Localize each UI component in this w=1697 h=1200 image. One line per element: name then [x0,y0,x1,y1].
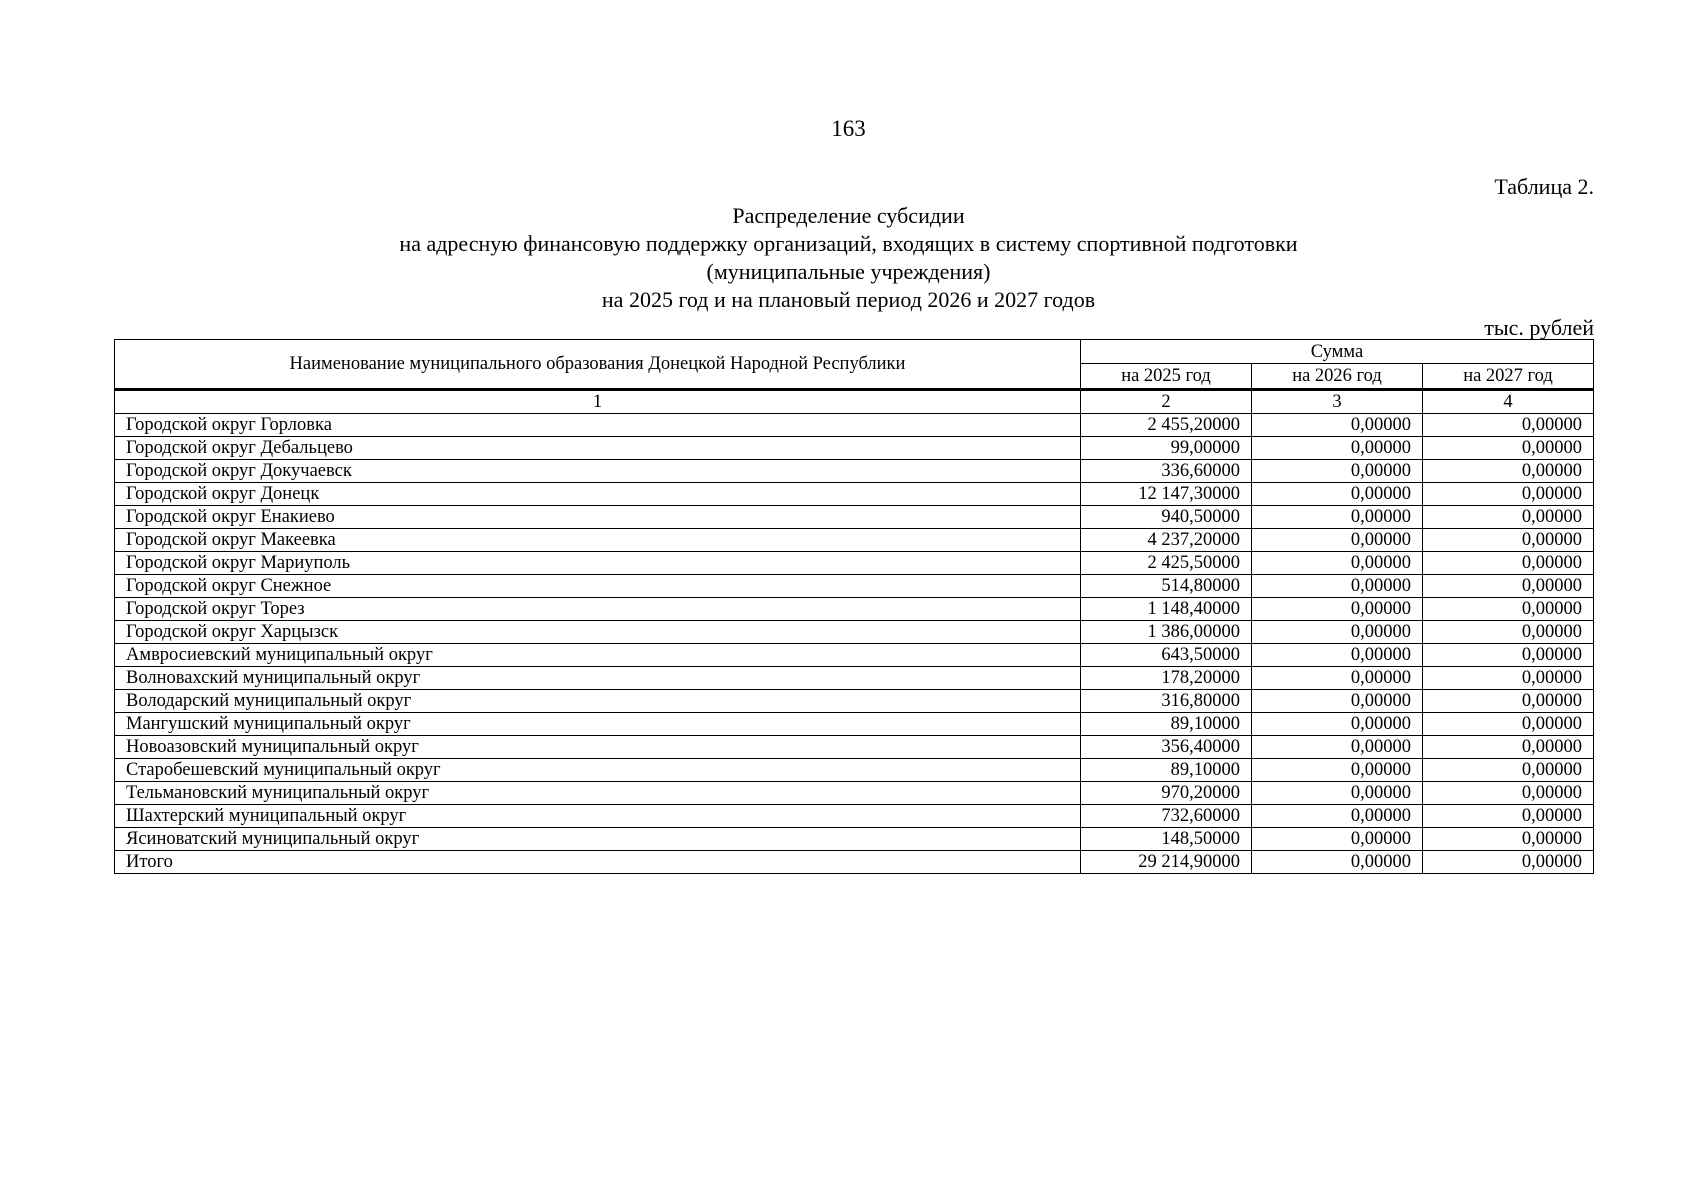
table-row [115,805,1594,828]
municipality-name-cell: Итого [115,851,1081,874]
table-row [115,644,1594,667]
amount-2026-cell: 0,00000 [1252,667,1423,690]
amount-2025-cell: 12 147,30000 [1081,483,1252,506]
title-line: на адресную финансовую поддержку организаций, входящих в систему спортивной подготовки [399,231,1298,256]
amount-2027-cell: 0,00000 [1423,621,1594,644]
municipality-name-cell: Городской округ Енакиево [115,506,1081,529]
amount-2026-cell: 0,00000 [1252,598,1423,621]
table-row [115,759,1594,782]
municipality-name-cell: Городской округ Харцызск [115,621,1081,644]
amount-2027-cell: 0,00000 [1423,667,1594,690]
table-row [115,460,1594,483]
column-number: 2 [1081,390,1252,414]
amount-2025-cell: 356,40000 [1081,736,1252,759]
municipality-name-cell: Шахтерский муниципальный округ [115,805,1081,828]
amount-2027-cell: 0,00000 [1423,736,1594,759]
amount-2026-cell: 0,00000 [1252,460,1423,483]
table-row [115,736,1594,759]
municipality-name-cell: Мангушский муниципальный округ [115,713,1081,736]
amount-2025-cell: 940,50000 [1081,506,1252,529]
municipality-name-cell: Городской округ Торез [115,598,1081,621]
table-row [115,782,1594,805]
municipality-name-cell: Амвросиевский муниципальный округ [115,644,1081,667]
year-2026-header: на 2026 год [1252,364,1423,390]
amount-2026-cell: 0,00000 [1252,805,1423,828]
title-line: Распределение субсидии [732,203,965,228]
title-line: (муниципальные учреждения) [706,259,991,284]
amount-2025-cell: 4 237,20000 [1081,529,1252,552]
subsidy-table [114,339,1594,874]
amount-2026-cell: 0,00000 [1252,690,1423,713]
table-row [115,667,1594,690]
amount-2027-cell: 0,00000 [1423,575,1594,598]
amount-2026-cell: 0,00000 [1252,437,1423,460]
amount-2025-cell: 1 148,40000 [1081,598,1252,621]
municipality-name-cell: Тельмановский муниципальный округ [115,782,1081,805]
sum-column-header: Сумма [1081,340,1594,364]
amount-2025-cell: 89,10000 [1081,713,1252,736]
amount-2027-cell: 0,00000 [1423,414,1594,437]
amount-2026-cell: 0,00000 [1252,828,1423,851]
table-row [115,713,1594,736]
table-row [115,506,1594,529]
amount-2026-cell: 0,00000 [1252,552,1423,575]
amount-2027-cell: 0,00000 [1423,437,1594,460]
municipality-name-cell: Городской округ Докучаевск [115,460,1081,483]
amount-2025-cell: 89,10000 [1081,759,1252,782]
municipality-name-cell: Городской округ Макеевка [115,529,1081,552]
page-number: 163 [831,116,866,141]
total-row [115,851,1594,874]
year-2027-header: на 2027 год [1423,364,1594,390]
municipality-name-cell: Городской округ Снежное [115,575,1081,598]
municipality-name-cell: Городской округ Мариуполь [115,552,1081,575]
amount-2025-cell: 178,20000 [1081,667,1252,690]
amount-2026-cell: 0,00000 [1252,575,1423,598]
municipality-name-cell: Ясиноватский муниципальный округ [115,828,1081,851]
table-row [115,414,1594,437]
amount-2027-cell: 0,00000 [1423,782,1594,805]
units-label: тыс. рублей [1484,315,1594,340]
amount-2027-cell: 0,00000 [1423,644,1594,667]
table-row [115,621,1594,644]
table-row [115,483,1594,506]
title-line: на 2025 год и на плановый период 2026 и 2027 годов [601,287,1096,312]
amount-2026-cell: 0,00000 [1252,713,1423,736]
year-2025-header: на 2025 год [1081,364,1252,390]
amount-2026-cell: 0,00000 [1252,483,1423,506]
amount-2027-cell: 0,00000 [1423,529,1594,552]
table-row [115,575,1594,598]
amount-2026-cell: 0,00000 [1252,529,1423,552]
amount-2026-cell: 0,00000 [1252,506,1423,529]
column-number: 3 [1252,390,1423,414]
amount-2027-cell: 0,00000 [1423,851,1594,874]
column-number: 4 [1423,390,1594,414]
amount-2026-cell: 0,00000 [1252,851,1423,874]
amount-2025-cell: 2 455,20000 [1081,414,1252,437]
amount-2026-cell: 0,00000 [1252,736,1423,759]
table-header [115,340,1594,390]
table-row [115,690,1594,713]
amount-2025-cell: 970,20000 [1081,782,1252,805]
amount-2026-cell: 0,00000 [1252,759,1423,782]
amount-2025-cell: 732,60000 [1081,805,1252,828]
amount-2025-cell: 99,00000 [1081,437,1252,460]
amount-2025-cell: 514,80000 [1081,575,1252,598]
amount-2025-cell: 643,50000 [1081,644,1252,667]
municipality-name-cell: Волновахский муниципальный округ [115,667,1081,690]
amount-2025-cell: 2 425,50000 [1081,552,1252,575]
amount-2025-cell: 29 214,90000 [1081,851,1252,874]
table-reference: Таблица 2. [1494,174,1594,199]
column-number-row [115,390,1594,414]
table-row [115,437,1594,460]
amount-2027-cell: 0,00000 [1423,506,1594,529]
column-number: 1 [115,390,1081,414]
table-body [115,390,1594,874]
amount-2027-cell: 0,00000 [1423,483,1594,506]
amount-2026-cell: 0,00000 [1252,621,1423,644]
municipality-name-cell: Городской округ Горловка [115,414,1081,437]
amount-2025-cell: 1 386,00000 [1081,621,1252,644]
municipality-name-cell: Новоазовский муниципальный округ [115,736,1081,759]
municipality-name-cell: Городской округ Дебальцево [115,437,1081,460]
amount-2027-cell: 0,00000 [1423,713,1594,736]
amount-2026-cell: 0,00000 [1252,782,1423,805]
amount-2027-cell: 0,00000 [1423,598,1594,621]
amount-2027-cell: 0,00000 [1423,690,1594,713]
amount-2027-cell: 0,00000 [1423,552,1594,575]
amount-2027-cell: 0,00000 [1423,460,1594,483]
amount-2026-cell: 0,00000 [1252,414,1423,437]
amount-2026-cell: 0,00000 [1252,644,1423,667]
municipality-name-cell: Городской округ Донецк [115,483,1081,506]
amount-2025-cell: 316,80000 [1081,690,1252,713]
table-row [115,828,1594,851]
municipality-name-cell: Старобешевский муниципальный округ [115,759,1081,782]
municipality-name-cell: Володарский муниципальный округ [115,690,1081,713]
table-row [115,598,1594,621]
amount-2025-cell: 336,60000 [1081,460,1252,483]
table-row [115,529,1594,552]
table-row [115,552,1594,575]
amount-2027-cell: 0,00000 [1423,759,1594,782]
amount-2027-cell: 0,00000 [1423,805,1594,828]
document-title [0,202,1697,314]
amount-2025-cell: 148,50000 [1081,828,1252,851]
amount-2027-cell: 0,00000 [1423,828,1594,851]
municipality-column-header: Наименование муниципального образования Донецкой Народной Республики [115,340,1081,390]
